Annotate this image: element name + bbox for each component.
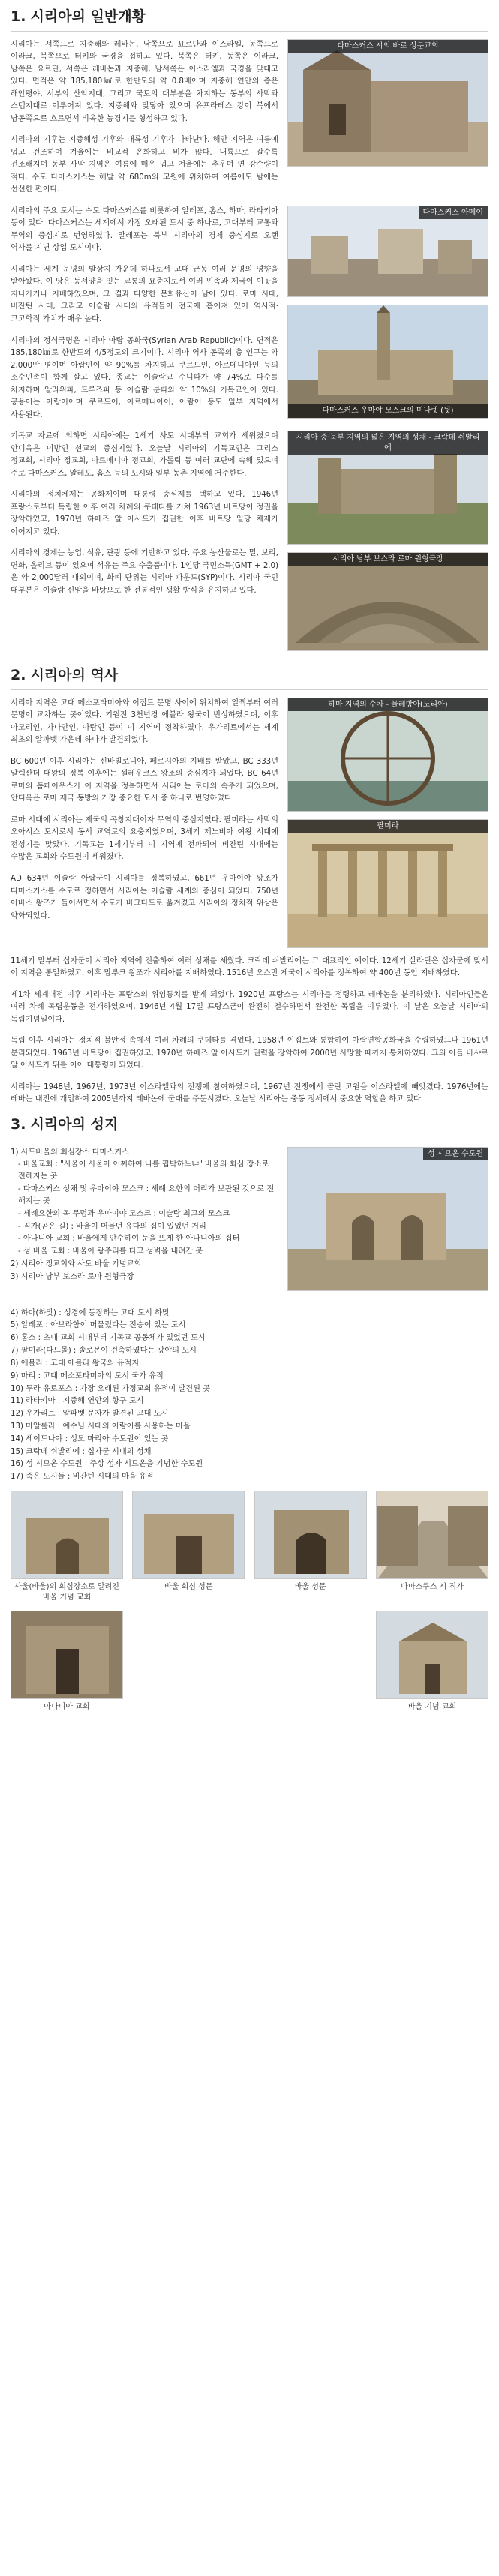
- figure-caption: 시리아 남부 보스라 로마 원형극장: [288, 553, 488, 566]
- photo-gallery: [11, 1491, 488, 1720]
- list-item: 12) 우가리트 : 알파벳 문자가 발견된 고대 도시: [11, 1410, 169, 1419]
- list-item: 10) 두라 유로포스 : 가장 오래된 가정교회 유적이 발견된 곳: [11, 1384, 211, 1393]
- figure-photo: [287, 39, 488, 167]
- figure-caption: 다마스커스 아메이: [419, 206, 488, 220]
- list-item: 14) 세이드나야 : 성모 마리아 수도원이 있는 곳: [11, 1434, 169, 1443]
- photo-city-view: [288, 206, 488, 296]
- figure-caption: 다마스커스 시의 바로 성문교회: [288, 40, 488, 53]
- photo-straight-street: [377, 1491, 488, 1579]
- list-item: 4) 하마(하맛) : 성경에 등장하는 고대 도시 하맛: [11, 1308, 170, 1317]
- figure-photo: [287, 305, 488, 419]
- paragraph: AD 634년 이슬람 아랍군이 시리아를 정복하였고, 661년 우마이야 왕조가 다마스커스를 수도로 정하면서 시리아는 이슬람 세계의 중심이 되었다. 750년 아바스 왕조가 들어서면서 수도가 바그다드로 옮겨졌고 시리아의 정치적 위상은 약화되었다.: [11, 875, 278, 920]
- figure-photo: [287, 1147, 488, 1291]
- photo-st-paul-chapel: [11, 1491, 123, 1579]
- figure-caption: 성 시므온 수도원: [423, 1148, 488, 1161]
- gallery-item: [132, 1491, 245, 1603]
- gallery-caption: 사울(바울)의 회심장소로 알려진 바울 기념 교회: [14, 1583, 119, 1602]
- photo-palmyra: [288, 820, 488, 947]
- paragraph: 기독교 자료에 의하면 시리아에는 1세기 사도 시대부터 교회가 세워졌으며 안디옥은 이방인 선교의 중심지였다. 오늘날 시리아의 기독교인은 그리스 정교회, 시리아 정교회, 아르메니아 정교회, 가톨릭 등 여러 교단에 속해 있으며 주로 다마스커스, 알레포, 홈스 등의 도시와 일부 농촌 지역에 거주한다.: [11, 432, 278, 478]
- gallery-caption: 바울 기념 교회: [407, 1703, 457, 1712]
- divider: [11, 689, 488, 690]
- gallery-item: [11, 1491, 123, 1603]
- list-item: 11) 라타키아 : 지중해 연안의 항구 도시: [11, 1397, 144, 1406]
- section-number: 2.: [11, 667, 26, 684]
- paragraph: 시리아는 1948년, 1967년, 1973년 이스라엘과의 전쟁에 참여하였으며, 1967년 전쟁에서 골란 고원을 이스라엘에 빼앗겼다. 1976년에는 레바논 내전에 개입하여 2005년까지 레바논에 군대를 주둔시켰다. 오늘날 시리아는 중동 정세에서 중요한 역할을 하고 있다.: [11, 1082, 488, 1104]
- list-item: 2) 시리아 정교회와 사도 바울 기념교회: [11, 1259, 142, 1268]
- paragraph: 시리아의 정식국명은 시리아 아랍 공화국(Syrian Arab Republic)이다. 면적은 185,180㎢로 한반도의 4/5정도의 크기이다. 시리아 역사 동쪽의 총 인구는 약 2,000만 명이며 아랍인이 약 90%를 차지하고 쿠르드인, 아르메니아인 등의 소수민족이 함께 살고 있다. 종교는 이슬람교 수니파가 약 74%로 다수를 차지하며 알라위파, 드루즈파 등 이슬람 분파와 약 10%의 기독교인이 있다. 공용어는 아랍어이며 쿠르드어, 아르메니아어, 아람어 등도 일부 지역에서 사용된다.: [11, 336, 278, 419]
- section-number: 1.: [11, 8, 26, 25]
- list-item: 3) 시리아 남부 보스라 로마 원형극장: [11, 1272, 134, 1281]
- list-item: 9) 마리 : 고대 메소포타미아의 도시 국가 유적: [11, 1371, 164, 1380]
- paragraph: 시리아의 기후는 지중해성 기후와 대륙성 기후가 나타난다. 해안 지역은 여름에 덥고 건조하며 겨울에는 비교적 온화하고 비가 많다. 내륙으로 갈수록 건조해지며 동부 사막 지역은 여름에 매우 덥고 겨울에는 추우며 연 강수량이 적다. 수도 다마스커스는 해발 약 680m의 고원에 위치하여 여름에도 밤에는 선선한 편이다.: [11, 136, 278, 194]
- gallery-caption: 다마스쿠스 시 직가: [401, 1583, 464, 1592]
- list-item: 1) 사도바울의 회심장소 다마스커스: [11, 1148, 129, 1157]
- gallery-item: [376, 1491, 488, 1603]
- photo-water-wheel: [288, 698, 488, 811]
- figure-caption: 팔미라: [288, 820, 488, 833]
- list-item: 13) 마알룰라 : 예수님 시대의 아람어를 사용하는 마을: [11, 1422, 191, 1431]
- section-heading: 시리아의 역사: [30, 667, 119, 684]
- list-item: 8) 에블라 : 고대 에블라 왕국의 유적지: [11, 1359, 140, 1368]
- list-item: - 세례요한의 목 무덤과 우마이야 모스크 : 이슬람 최고의 모스크: [18, 1209, 230, 1218]
- list-item: 17) 죽은 도시들 : 비잔틴 시대의 마을 유적: [11, 1473, 154, 1482]
- list-item: 6) 홈스 : 초대 교회 시대부터 기독교 공동체가 있었던 도시: [11, 1334, 206, 1343]
- list-item: 16) 성 시므온 수도원 : 주상 성자 시므온을 기념한 수도원: [11, 1460, 203, 1469]
- list-item: 7) 팔미라(다드몰) : 솔로몬이 건축하였다는 광야의 도시: [11, 1347, 197, 1356]
- paragraph: BC 600년 이후 시리아는 신바빌로니아, 페르시아의 지배를 받았고, BC 333년 알렉산더 대왕의 정복 이후에는 셀레우코스 왕조의 중심지가 되었다. BC 64년 로마의 폼페이우스가 이 지역을 정복하면서 시리아는 로마의 속주가 되었으며, 안디옥은 로마 제국 동방의 가장 중요한 도시 중 하나로 번영하였다.: [11, 757, 278, 803]
- section-title: [11, 8, 488, 26]
- photo-church-gate: [288, 40, 488, 166]
- paragraph: 시리아는 세계 문명의 발상지 가운데 하나로서 고대 근동 여러 문명의 영향을 받아왔다. 이 땅은 동서양을 잇는 교통의 요충지로서 여러 민족과 제국이 이곳을 지나가거나 지배하였으며, 그 결과 다양한 문화유산이 남아 있다. 로마 시대, 비잔틴 시대, 그리고 이슬람 시대의 유적들이 전국에 흩어져 있어 역사적·고고학적 가치가 매우 높다.: [11, 265, 278, 323]
- photo-st-simeon-monastery: [288, 1148, 488, 1290]
- figure-photo: [287, 552, 488, 651]
- gallery-item: [11, 1611, 123, 1713]
- gallery-caption: 아나니아 교회: [44, 1703, 90, 1712]
- figure-caption: 다마스커스 우마야 모스크의 미나렛 (뒷): [288, 404, 488, 418]
- paragraph: 시리아의 정치체제는 공화제이며 대통령 중심제를 택하고 있다. 1946년 프랑스로부터 독립한 이후 여러 차례의 쿠데타를 거쳐 1963년 바트당이 정권을 장악하였고, 1970년 하페즈 알 아사드가 집권한 이후 바트당 일당 체제가 이어지고 있다.: [11, 491, 278, 536]
- divider: [11, 31, 488, 32]
- figure-caption: 시리아 중·북부 지역의 넓은 지역의 성채 - 크락데 쉬발리에: [288, 431, 488, 455]
- gallery-caption: 바울 회심 성문: [164, 1583, 213, 1592]
- section-heading: 시리아의 성지: [30, 1115, 119, 1133]
- list-item: - 다마스커스 성채 및 우마이야 모스크 : 세례 요한의 머리가 보관된 것으로 전해지는 곳: [18, 1185, 275, 1205]
- section-title: [11, 1115, 488, 1134]
- list-item: - 바울교회 : "사울이 사울아 어찌하여 나를 핍박하느냐" 바울의 회심 장소로 전해지는 곳: [18, 1160, 269, 1181]
- list-item: 15) 크락데 쉬발리에 : 십자군 시대의 성채: [11, 1447, 152, 1456]
- gallery-item: [254, 1491, 367, 1603]
- photo-roman-theatre: [288, 553, 488, 650]
- photo-conversion-gate: [133, 1491, 245, 1579]
- figure-photo: [287, 698, 488, 812]
- section-title: [11, 666, 488, 685]
- gallery-caption: 바울 성문: [294, 1583, 326, 1592]
- paragraph: 로마 시대에 시리아는 제국의 곡창지대이자 무역의 중심지였다. 팔미라는 사막의 오아시스 도시로서 동서 교역로의 요충지였으며, 3세기 제노비아 여왕 시대에 전성기를 맞았다. 기독교는 1세기부터 이 지역에 전파되어 비잔틴 시대에는 수많은 교회와 수도원이 세워졌다.: [11, 815, 278, 862]
- figure-caption: 하마 지역의 수차 - 물레방아(노리아): [288, 698, 488, 712]
- paragraph: 제1차 세계대전 이후 시리아는 프랑스의 위임통치를 받게 되었다. 1920년 프랑스는 시리아를 점령하고 레바논을 분리하였다. 시리아인들은 여러 차례 독립운동을 전개하였으며, 1946년 4월 17일 프랑스군이 완전히 철수하면서 완전한 독립을 이루었다. 이 날은 오늘날 시리아의 독립기념일이다.: [11, 990, 488, 1024]
- list-item: - 아나니아 교회 : 바울에게 안수하여 눈을 뜨게 한 아나니아의 집터: [18, 1235, 240, 1244]
- paragraph: 시리아의 경제는 농업, 석유, 관광 등에 기반하고 있다. 주요 농산물로는 밀, 보리, 면화, 올리브 등이 있으며 석유는 주요 수출품이다. 1인당 국민소득(GMT + 2.0)은 약 2,000달러 내외이며, 화폐 단위는 시리아 파운드(SYP)이다. 시리아 국민 대부분은 이슬람 신앙을 바탕으로 한 전통적인 생활 방식을 유지하고 있다.: [11, 549, 278, 595]
- gallery-item: [376, 1611, 488, 1713]
- paragraph: 독립 이후 시리아는 정치적 불안정 속에서 여러 차례의 쿠데타를 겪었다. 1958년 이집트와 통합하여 아랍연합공화국을 수립하였으나 1961년 분리되었다. 1963년 바트당이 집권하였고, 1970년 하페즈 알 아사드가 권력을 장악하여 2000년 사망할 때까지 통치하였다. 그의 아들 바샤르 알 아사드가 뒤를 이어 대통령이 되었다.: [11, 1037, 488, 1070]
- paragraph: 11세기 말부터 십자군이 시리아 지역에 진출하여 여러 성채를 세웠다. 크락데 쉬발리에는 그 대표적인 예이다. 12세기 살라딘은 십자군에 맞서 이 지역을 통일하였고, 이후 맘루크 왕조가 시리아를 지배하였다. 1516년 오스만 제국이 시리아를 정복하여 약 400년 동안 지배하였다.: [11, 956, 488, 978]
- holy-sites-list-continued: [11, 1308, 488, 1483]
- list-item: - 성 바울 교회 : 바울이 광주리를 타고 성벽을 내려간 곳: [18, 1247, 203, 1256]
- section-heading: 시리아의 일반개황: [30, 8, 146, 25]
- photo-paul-gate: [255, 1491, 367, 1579]
- figure-photo: [287, 819, 488, 948]
- list-item: - 직가(곧은 길) : 바울이 머물던 유다의 집이 있었던 거리: [18, 1222, 206, 1231]
- photo-mosque-minaret: [288, 305, 488, 418]
- paragraph: 시리아 지역은 고대 메소포타미아와 이집트 문명 사이에 위치하여 일찍부터 여러 문명이 교차하는 곳이었다. 기원전 3천년경 에블라 왕국이 번성하였으며, 이후 아모리인, 가나안인, 아람인 등이 이 지역에 정착하였다. 우가리트에서는 세계 최초의 알파벳 가운데 하나가 발견되었다.: [11, 698, 278, 745]
- paragraph: 시리아는 서쪽으로 지중해와 레바논, 남쪽으로 요르단과 이스라엘, 동쪽으로 이라크, 북쪽으로 터키와 국경을 접하고 있다. 북쪽은 터키, 동쪽은 이라크, 남쪽은 요르단, 서쪽은 레바논과 지중해, 남서쪽은 이스라엘과 국경을 맞대고 있다. 면적은 약 185,180㎢로 한반도의 약 0.8배이며 지중해 연안의 좁은 해안평야, 서부의 산악지대, 그리고 국토의 대부분을 차지하는 동부의 사막과 스텝지대로 이루어져 있다. 지중해와 맞닿아 있으며 유프라테스 강이 북에서 남동쪽으로 흐르면서 비옥한 농경지를 형성하고 있다.: [11, 40, 278, 123]
- photo-paul-memorial-church: [377, 1611, 488, 1699]
- section-number: 3.: [11, 1115, 26, 1133]
- list-item: 5) 알레포 : 아브라함이 머물렀다는 전승이 있는 도시: [11, 1321, 186, 1330]
- paragraph: 시리아의 주요 도시는 수도 다마스커스를 비롯하여 알레포, 홈스, 하마, 라타키아 등이 있다. 다마스커스는 세계에서 가장 오래된 도시 중 하나로, 고대부터 교통과 무역의 중심지로 번영하였다. 알레포는 북부 시리아의 경제 중심지로 오랜 역사를 지닌 상업 도시이다.: [11, 206, 278, 253]
- photo-ananias-church: [11, 1611, 123, 1699]
- figure-photo: [287, 431, 488, 545]
- figure-photo: [287, 206, 488, 297]
